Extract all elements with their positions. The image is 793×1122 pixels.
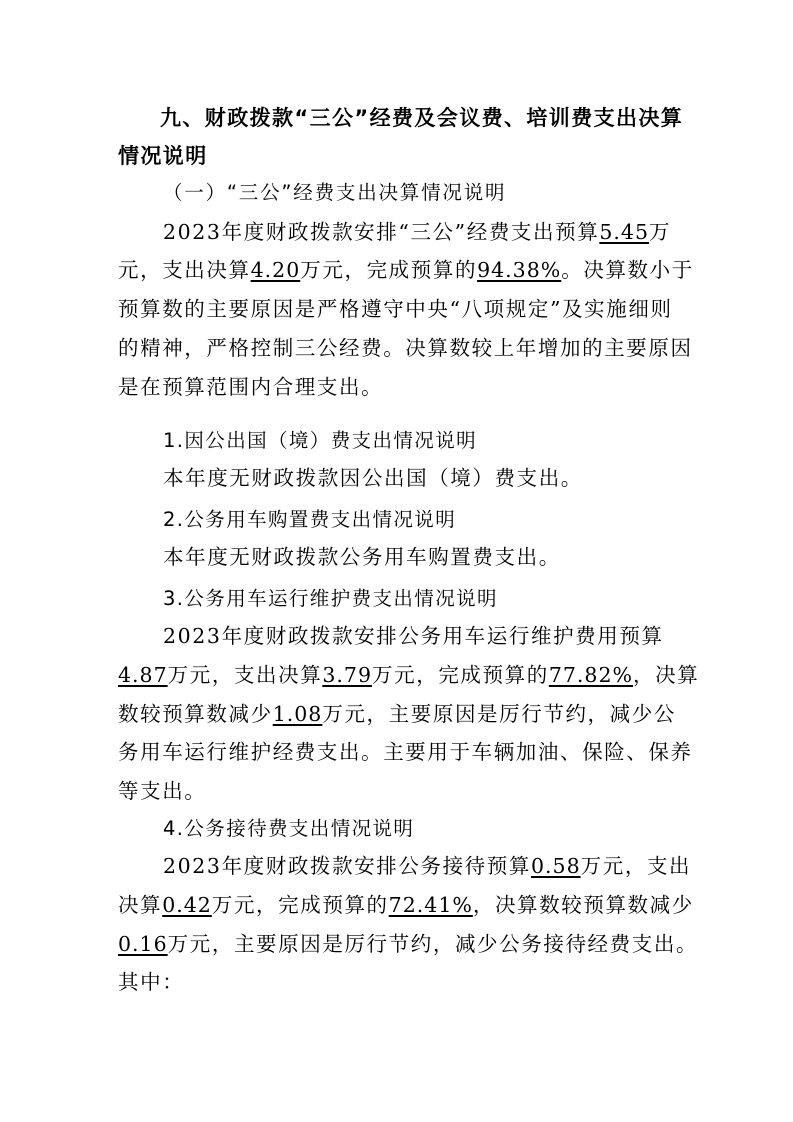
item-title-overseas: 1.因公出国（境）费支出情况说明 bbox=[163, 429, 478, 452]
paragraph-line bbox=[163, 852, 691, 880]
text-segment: 万元，完成预算的 bbox=[300, 258, 478, 282]
text-segment: 2023年度财政拨款安排公务接待预算 bbox=[163, 854, 531, 878]
section-heading-line2: 情况说明 bbox=[118, 144, 208, 168]
text-segment: 元，支出决算 bbox=[118, 258, 251, 282]
text-segment: 万 bbox=[649, 220, 672, 244]
text-segment: 万元，主要原因是厉行节约，减少公务接待经费支出。 bbox=[167, 932, 699, 956]
reduction-value: 1.08 bbox=[272, 702, 323, 726]
actual-value: 3.79 bbox=[322, 663, 373, 687]
paragraph-line: 其中： bbox=[118, 970, 185, 994]
completion-rate: 94.38% bbox=[477, 258, 562, 282]
text-segment: 万元，支出决算 bbox=[167, 663, 323, 687]
text-segment: 2023年度财政拨款安排“三公”经费支出预算 bbox=[163, 220, 600, 244]
text-segment: ，决算数较预算数减少 bbox=[472, 893, 694, 917]
actual-value: 4.20 bbox=[250, 258, 301, 282]
item-title-vehicle-operation: 3.公务用车运行维护费支出情况说明 bbox=[163, 587, 498, 610]
paragraph-line: 务用车运行维护经费支出。主要用于车辆加油、保险、保养 bbox=[118, 740, 693, 764]
budget-value: 5.45 bbox=[599, 220, 649, 244]
text-segment: 万元，支出 bbox=[580, 854, 692, 878]
subsection-title-three-public: （一）“三公”经费支出决算情况说明 bbox=[163, 181, 507, 204]
text-segment: 万元，完成预算的 bbox=[372, 663, 549, 687]
text-segment: 决算 bbox=[118, 893, 163, 917]
paragraph-line bbox=[118, 891, 694, 919]
text-segment: ，决算 bbox=[633, 663, 700, 687]
budget-value: 4.87 bbox=[118, 663, 168, 687]
paragraph-line bbox=[118, 700, 676, 728]
item-title-vehicle-purchase: 2.公务用车购置费支出情况说明 bbox=[163, 508, 457, 531]
budget-value: 0.58 bbox=[530, 854, 581, 878]
paragraph-line: 等支出。 bbox=[118, 779, 207, 803]
text-segment: 数较预算数减少 bbox=[118, 702, 273, 726]
paragraph-line: 2023年度财政拨款安排公务用车运行维护费用预算 bbox=[163, 624, 664, 648]
item-title-reception: 4.公务接待费支出情况说明 bbox=[163, 817, 415, 840]
completion-rate: 77.82% bbox=[548, 663, 633, 687]
completion-rate: 72.41% bbox=[388, 893, 473, 917]
section-heading-line1: 九、财政拨款“三公”经费及会议费、培训费支出决算 bbox=[160, 106, 684, 130]
text-segment: 万元，完成预算的 bbox=[211, 893, 389, 917]
actual-value: 0.42 bbox=[162, 893, 212, 917]
paragraph-line bbox=[163, 218, 671, 246]
text-segment: 。决算数小于 bbox=[561, 258, 694, 282]
text-segment: 万元，主要原因是厉行节约，减少公 bbox=[322, 702, 676, 726]
paragraph-line: 预算数的主要原因是严格遵守中央“八项规定”及实施细则 bbox=[118, 297, 673, 321]
paragraph-line: 本年度无财政拨款公务用车购置费支出。 bbox=[163, 545, 561, 569]
paragraph-line: 的精神，严格控制三公经费。决算数较上年增加的主要原因 bbox=[118, 336, 693, 360]
reduction-value: 0.16 bbox=[118, 932, 168, 956]
paragraph-line bbox=[118, 256, 694, 284]
paragraph-line: 是在预算范围内合理支出。 bbox=[118, 375, 384, 399]
paragraph-line bbox=[118, 930, 698, 958]
paragraph-line: 本年度无财政拨款因公出国（境）费支出。 bbox=[163, 466, 583, 490]
paragraph-line bbox=[118, 661, 699, 689]
